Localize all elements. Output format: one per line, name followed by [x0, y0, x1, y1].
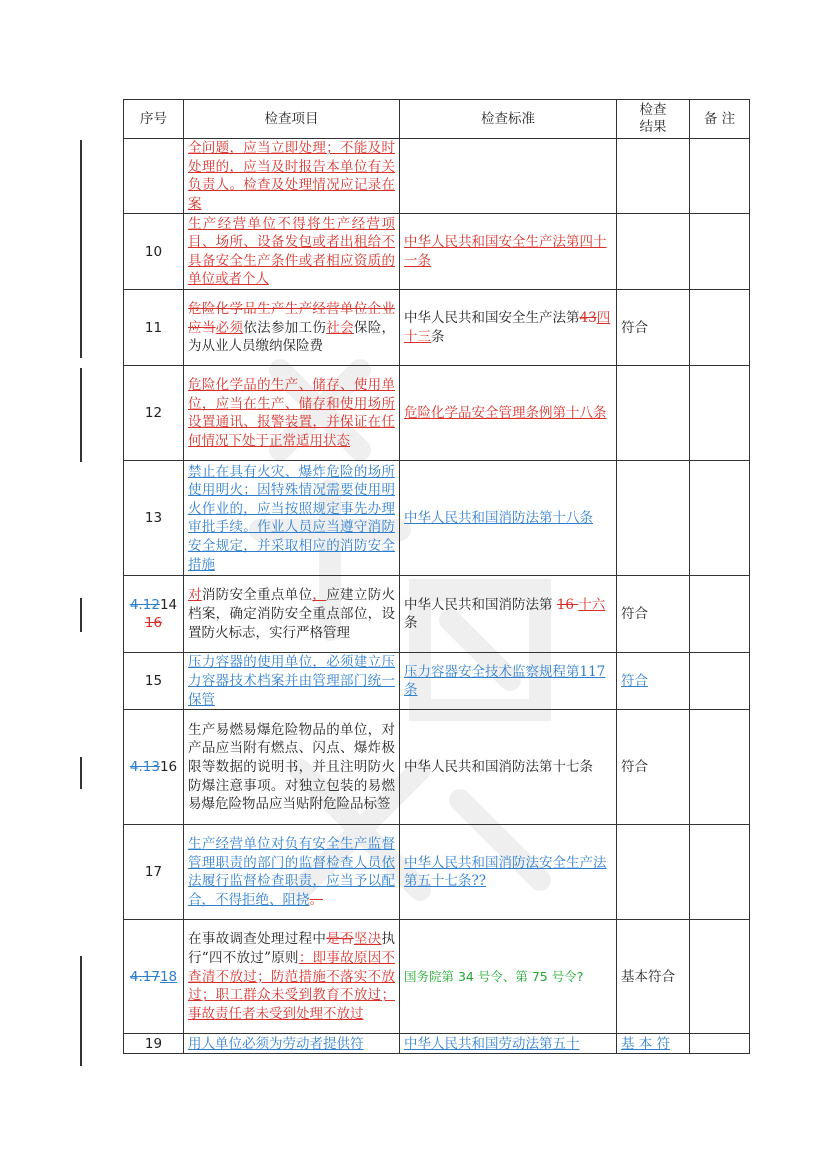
- header-item: 检查项目: [184, 100, 400, 139]
- row-standard-text: 压力容器安全技术监察规程第117 条: [404, 663, 606, 699]
- row-result: [617, 653, 690, 710]
- deleted-text: 危险化学品生产生产经营单位企业应当: [188, 300, 395, 336]
- row-item-text: 生产经营单位不得将生产经营项目、场所、设备发包或者出租给不具备安全生产条件或者相应资质的单位或者个人: [188, 215, 395, 288]
- header-remark: 备 注: [690, 100, 750, 139]
- row-standard-text: 条: [431, 328, 445, 345]
- row-item: [184, 139, 400, 214]
- row-result-text: 基 本 符: [621, 1035, 671, 1052]
- deleted-number: 4.13: [129, 759, 160, 776]
- row-no: 15: [124, 653, 184, 710]
- row-item-text: 用人单位必须为劳动者提供符: [188, 1035, 364, 1052]
- row-item-text: 消防安全重点单位: [201, 587, 313, 604]
- row-remark: [690, 576, 750, 653]
- row-no: [124, 576, 184, 653]
- row-standard: [400, 290, 617, 366]
- row-item: [184, 461, 400, 576]
- row-standard: [400, 139, 617, 214]
- row-result: [617, 139, 690, 214]
- row-result-text: 符合: [621, 673, 648, 690]
- inserted-text: 十六: [578, 596, 606, 613]
- header-result: [617, 100, 690, 139]
- row-item: [184, 576, 400, 653]
- row-item-text: 禁止在具有火灾、爆炸危险的场所使用明火；因特殊情况需要使用明火作业的，应当按照规定事先办理审批手续。作业人员应当遵守消防安全规定，并采取相应的消防安全措施: [188, 463, 395, 573]
- revision-bar: [80, 140, 82, 358]
- row-no: 10: [124, 214, 184, 290]
- inserted-text: 四十三: [404, 310, 611, 345]
- row-standard: [400, 576, 617, 653]
- row-standard-text: 中华人民共和国劳动法第五十: [404, 1035, 580, 1052]
- row-no: 13: [124, 461, 184, 576]
- row-result: 符合: [617, 576, 690, 653]
- row-remark: [690, 139, 750, 214]
- row-remark: [690, 825, 750, 920]
- row-remark: [690, 366, 750, 461]
- row-item: [184, 1034, 400, 1054]
- row-no: 19: [124, 1034, 184, 1054]
- deleted-text: 。: [309, 891, 323, 908]
- row-remark: [690, 214, 750, 290]
- row-standard: [400, 653, 617, 710]
- row-item: [184, 290, 400, 366]
- deleted-number: 16: [144, 615, 163, 632]
- row-no: [124, 710, 184, 825]
- row-standard: [400, 461, 617, 576]
- row-standard-text: 中华人民共和国安全生产法第四十一条: [404, 234, 607, 269]
- inserted-text: ，: [312, 587, 327, 604]
- row-no: [124, 139, 184, 214]
- table-row: [124, 653, 750, 710]
- row-result: [617, 214, 690, 290]
- inspection-table: [123, 99, 750, 1054]
- header-no: 序号: [124, 100, 184, 139]
- row-result: 符合: [617, 710, 690, 825]
- table-row: [124, 1034, 750, 1054]
- row-result: 符合: [617, 290, 690, 366]
- header-result-text: 检查结果: [639, 102, 667, 135]
- row-result: [617, 366, 690, 461]
- row-remark: [690, 290, 750, 366]
- row-remark: [690, 461, 750, 576]
- row-result: [617, 1034, 690, 1054]
- row-item: [184, 920, 400, 1034]
- row-no: 11: [124, 290, 184, 366]
- row-item-text: 生产经营单位对负有安全生产监督管理职责的部门的监督检查人员依法履行监督检查职责，应当予以配合，不得拒绝、阻挠: [188, 836, 395, 908]
- row-item-text: 应建立防火档案，确定消防安全重点部位，设置防火标志，实行严格管理: [188, 587, 396, 641]
- row-item: [184, 214, 400, 290]
- deleted-text: 是否: [326, 931, 354, 948]
- row-item-text: 全问题，应当立即处理；不能及时处理的，应当及时报告本单位有关负责人。检查及处理情况应记录在案: [188, 140, 395, 212]
- row-item-text: 危险化学品的生产、储存、使用单位，应当在生产、储存和使用场所设置通讯、报警装置，并保证在任何情况下处于正常适用状态: [188, 377, 395, 449]
- deleted-text: 16: [556, 596, 579, 613]
- row-item: [184, 366, 400, 461]
- inserted-text: 对: [188, 587, 202, 604]
- revision-bar: [80, 598, 82, 632]
- row-result: [617, 461, 690, 576]
- row-standard: [400, 920, 617, 1034]
- row-remark: [690, 920, 750, 1034]
- deleted-number: 4.17: [129, 968, 160, 985]
- row-result: [617, 825, 690, 920]
- row-standard-text: 中华人民共和国消防法安全生产法第五十七条??: [404, 854, 607, 890]
- row-remark: [690, 653, 750, 710]
- row-item-text: 保险，为从业人员缴纳保险费: [188, 319, 396, 355]
- row-standard: [400, 366, 617, 461]
- header-standard: 检查标准: [400, 100, 617, 139]
- table-header-row: [124, 100, 750, 139]
- row-item-text: 依法参加工伤: [243, 319, 327, 336]
- row-no: [124, 920, 184, 1034]
- table-row: [124, 920, 750, 1034]
- row-item: [184, 653, 400, 710]
- deleted-number: 4.12: [129, 596, 160, 613]
- row-standard: [400, 214, 617, 290]
- row-standard: 中华人民共和国消防法第十七条: [400, 710, 617, 825]
- inserted-text: ：即事故原因不查清不放过；防范措施不落实不放过；职工群众未受到教育不放过；事故责任者未受到处理不放过: [188, 949, 396, 1022]
- table-row: [124, 710, 750, 825]
- row-standard-text: 中华人民共和国消防法第十八条: [404, 510, 593, 527]
- table-row: [124, 825, 750, 920]
- row-item-text: 执行“四不放过”原则: [188, 931, 396, 966]
- row-standard-text: 国务院第 34 号令、第 75 号令?: [404, 968, 584, 984]
- table-row: [124, 366, 750, 461]
- row-remark: [690, 710, 750, 825]
- row-item-text: 在事故调查处理过程中: [188, 931, 327, 948]
- row-result: 基本符合: [617, 920, 690, 1034]
- revision-bar: [80, 956, 82, 1066]
- row-number: 14: [159, 596, 178, 613]
- revision-bar: [80, 757, 82, 789]
- table-row: [124, 461, 750, 576]
- row-number: 18: [159, 968, 178, 985]
- table-row: [124, 576, 750, 653]
- revision-bar: [80, 368, 82, 462]
- row-standard-text: 中华人民共和国安全生产法第: [404, 310, 580, 327]
- inserted-text: 坚决: [353, 931, 382, 948]
- row-standard-text: 条: [404, 615, 418, 632]
- row-no: 17: [124, 825, 184, 920]
- row-item-text: 压力容器的使用单位，必须建立压力容器技术档案并由管理部门统一保管: [188, 654, 395, 708]
- table-row: [124, 290, 750, 366]
- row-standard: [400, 1034, 617, 1054]
- row-item: [184, 825, 400, 920]
- deleted-text: 43: [579, 310, 597, 327]
- row-remark: [690, 1034, 750, 1054]
- row-item: 生产易燃易爆危险物品的单位，对产品应当附有燃点、闪点、爆炸极限等数据的说明书，并且注明防火防爆注意事项。对独立包装的易燃易爆危险物品应当贴附危险品标签: [184, 710, 400, 825]
- inserted-text: 必须: [215, 319, 244, 336]
- row-standard-text: 危险化学品安全管理条例第十八条: [404, 405, 607, 422]
- row-standard-text: 中华人民共和国消防法第: [404, 596, 557, 613]
- row-number: 16: [159, 759, 178, 776]
- table-row: [124, 139, 750, 214]
- row-standard: [400, 825, 617, 920]
- table-row: [124, 214, 750, 290]
- inserted-text: 社会: [326, 319, 354, 336]
- row-no: 12: [124, 366, 184, 461]
